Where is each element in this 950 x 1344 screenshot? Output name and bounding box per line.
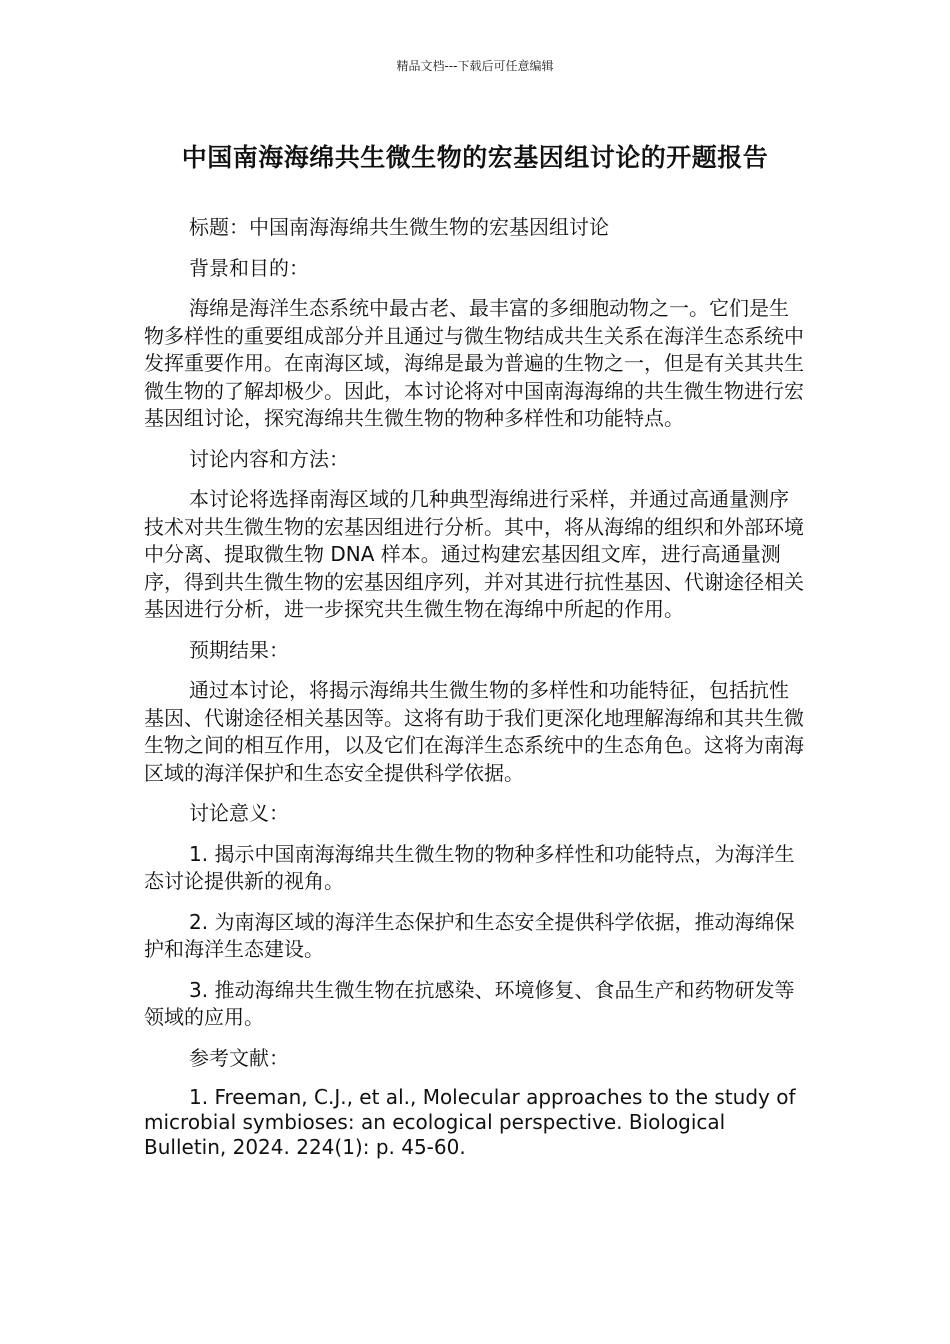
subject-line: 标题：中国南海海绵共生微生物的宏基因组讨论 <box>189 215 609 239</box>
page-header-note: 精品文档---下载后可任意编辑 <box>396 59 554 73</box>
methods-paragraph: 本讨论将选择南海区域的几种典型海绵进行采样，并通过高通量测序技术对共生微生物的宏基因组进行分析。其中，将从海绵的组织和外部环境中分离、提取微生物 DNA 样本。通过构建宏基因组文库，进行高通量测序，得到共生微生物的宏基因组序列，并对其进行抗性基因、代谢途径相关基因进行分析，进一步探究共生微生物在海绵中所起的作用。 <box>144 487 804 621</box>
section-heading-methods: 讨论内容和方法： <box>189 446 349 471</box>
significance-item-2: 2. 为南海区域的海洋生态保护和生态安全提供科学依据，推动海绵保护和海洋生态建设。 <box>144 909 795 961</box>
reference-item-1: 1. Freeman, C.J., et al., Molecular approaches to the study of microbial symbioses: an ecological perspective. Biological Bulletin, 2024. 224(1): p. 45-60. <box>144 1085 796 1159</box>
background-paragraph: 海绵是海洋生态系统中最古老、最丰富的多细胞动物之一。它们是生物多样性的重要组成部分并且通过与微生物结成共生关系在海洋生态系统中发挥重要作用。在南海区域，海绵是最为普遍的生物之一，但是有关其共生微生物的了解却极少。因此，本讨论将对中国南海海绵的共生微生物进行宏基因组讨论，探究海绵共生微生物的物种多样性和功能特点。 <box>144 296 804 430</box>
significance-item-1: 1. 揭示中国南海海绵共生微生物的物种多样性和功能特点，为海洋生态讨论提供新的视角。 <box>144 841 795 893</box>
expected-results-paragraph: 通过本讨论，将揭示海绵共生微生物的多样性和功能特征，包括抗性基因、代谢途径相关基因等。这将有助于我们更深化地理解海绵和其共生微生物之间的相互作用，以及它们在海洋生态系统中的生态角色。这将为南海区域的海洋保护和生态安全提供科学依据。 <box>144 678 804 785</box>
document-body <box>144 214 804 1173</box>
document-title: 中国南海海绵共生微生物的宏基因组讨论的开题报告 <box>181 143 769 172</box>
section-heading-expected-results: 预期结果： <box>189 637 289 662</box>
significance-item-3: 3. 推动海绵共生微生物在抗感染、环境修复、食品生产和药物研发等领域的应用。 <box>144 977 795 1029</box>
section-heading-significance: 讨论意义： <box>189 801 289 825</box>
section-heading-references: 参考文献： <box>189 1045 289 1070</box>
section-heading-background: 背景和目的： <box>189 255 309 280</box>
